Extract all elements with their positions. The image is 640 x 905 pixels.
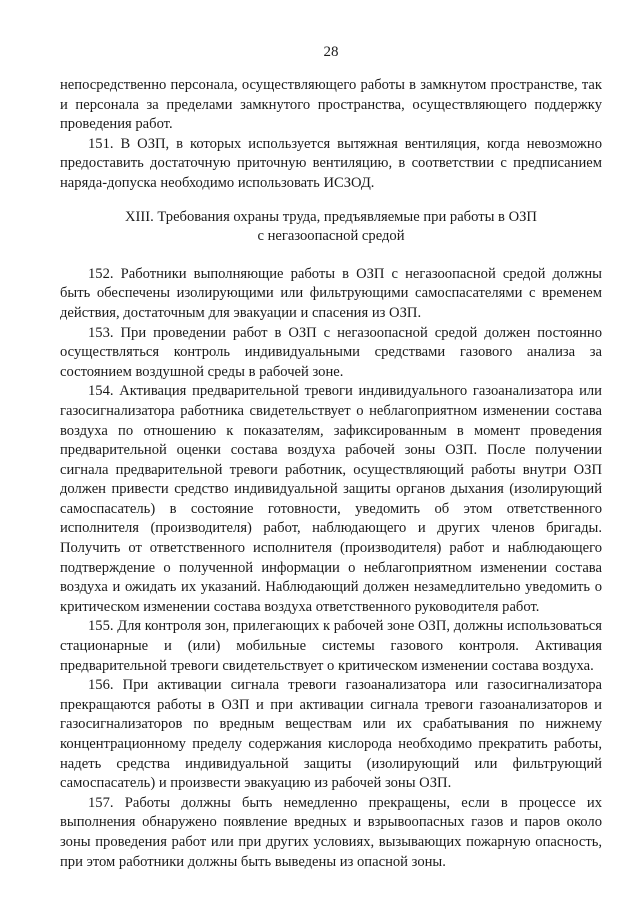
paragraph-153: 153. При проведении работ в ОЗП с негазоопасной средой должен постоянно осуществляться контроль индивидуальными средствами газового анализа за состоянием воздушной среды в рабочей зоне. xyxy=(60,324,602,380)
paragraph-155: 155. Для контроля зон, прилегающих к рабочей зоне ОЗП, должны использоваться стационарные и (или) мобильные системы газового контроля. Активация предварительной тревоги свидетельствует о критическом изменении состава воздуха. xyxy=(60,618,602,674)
page-number: 28 xyxy=(323,44,339,60)
section-heading: XIII. Требования охраны труда, предъявляемые при работы в ОЗП с негазоопасной средой xyxy=(125,208,537,245)
paragraph-154: 154. Активация предварительной тревоги индивидуального газоанализатора или газосигнализатора работника свидетельствует о неблагоприятном изменении состава воздуха по отношению к показателям, зафиксированным в момент проведения предварительной оценки состава воздуха рабочей зоны ОЗП. После получении сигнала предварительной тревоги работник, осуществляющий работы внутри ОЗП должен привести средство индивидуальной защиты органов дыхания (изолирующий самоспасатель) в состояние готовности, уведомить об этом ответственного исполнителя (производителя) работ, наблюдающего и других членов бригады. Получить от ответственного исполнителя (производителя) работ и наблюдающего подтверждение о полученной информации о неблагоприятном изменении состава воздуха и ожидать их указаний. Наблюдающий должен незамедлительно уведомить о критическом изменении состава воздуха ответственного руководителя работ. xyxy=(60,383,602,615)
paragraph-151: 151. В ОЗП, в которых используется вытяжная вентиляция, когда невозможно предоставить достаточную приточную вентиляцию, в соответствии с предписанием наряда-допуска необходимо использовать ИСЗОД. xyxy=(60,135,602,191)
paragraph-continuation: непосредственно персонала, осуществляющего работы в замкнутом пространстве, так и персонала за пределами замкнутого пространства, осуществляющего поддержку проведения работ. xyxy=(60,77,602,133)
paragraph-152: 152. Работники выполняющие работы в ОЗП с негазоопасной средой должны быть обеспечены изолирующими или фильтрующими самоспасателями с временем действия, достаточным для эвакуации и спасения из ОЗП. xyxy=(60,265,602,321)
paragraph-157: 157. Работы должны быть немедленно прекращены, если в процессе их выполнения обнаружено появление вредных и взрывоопасных газов и паров около зоны проведения работ или при других условиях, вызывающих пожарную опасность, при этом работники должны быть выведены из опасной зоны. xyxy=(60,794,602,870)
paragraph-156: 156. При активации сигнала тревоги газоанализатора или газосигнализатора прекращаются работы в ОЗП и при активации сигнала тревоги газоанализаторов и газосигнализаторов по вредным веществам или их срабатывания по нижнему концентрационному пределу содержания кислорода необходимо прекратить работы, надеть средства индивидуальной защиты (изолирующий или фильтрующий самоспасатель) и произвести эвакуацию из рабочей зоны ОЗП. xyxy=(60,677,602,792)
